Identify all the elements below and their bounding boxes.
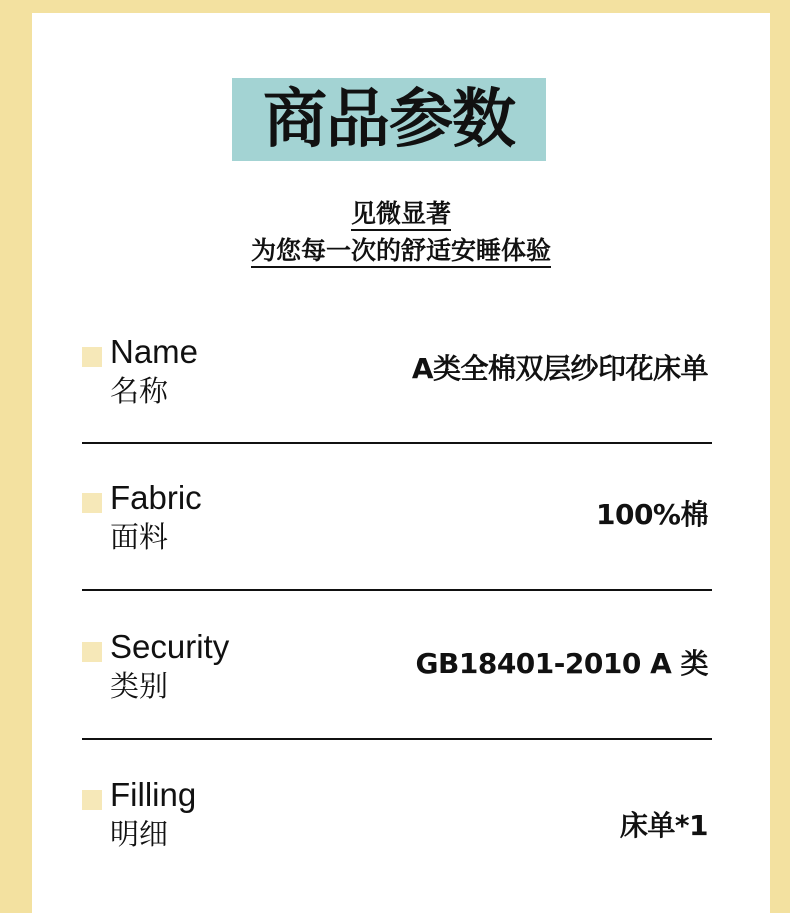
square-bullet-icon	[82, 642, 102, 662]
row-divider	[82, 589, 712, 591]
product-params-card	[32, 13, 770, 913]
param-label-cn: 面料	[110, 520, 169, 554]
param-label-en: Security	[110, 628, 230, 665]
param-value: 100%棉	[595, 498, 708, 531]
param-value: 床单*1	[619, 809, 708, 842]
page-title: 商品参数	[263, 82, 515, 157]
subtitle-line-2-text: 为您每一次的舒适安睡体验	[251, 236, 551, 268]
square-bullet-icon	[82, 790, 102, 810]
row-divider	[82, 738, 712, 740]
subtitle-line-2	[32, 238, 770, 263]
param-row-filling	[82, 776, 712, 886]
subtitle-line-1-text: 见微显著	[351, 199, 451, 231]
param-row-security	[82, 628, 712, 738]
param-value: A类全棉双层纱印花床单	[411, 352, 708, 385]
param-label-en: Fabric	[110, 479, 202, 516]
subtitle-line-1	[32, 201, 770, 226]
param-label-en: Filling	[110, 776, 197, 813]
param-label-cn: 名称	[110, 374, 169, 408]
param-row-fabric	[82, 479, 712, 589]
square-bullet-icon	[82, 493, 102, 513]
param-row-name	[82, 333, 712, 443]
param-label-en: Name	[110, 333, 199, 370]
param-value: GB18401-2010 A 类	[415, 647, 708, 680]
title-banner	[232, 78, 546, 161]
param-label-cn: 类别	[110, 669, 169, 703]
row-divider	[82, 442, 712, 444]
square-bullet-icon	[82, 347, 102, 367]
param-label-cn: 明细	[110, 817, 169, 851]
